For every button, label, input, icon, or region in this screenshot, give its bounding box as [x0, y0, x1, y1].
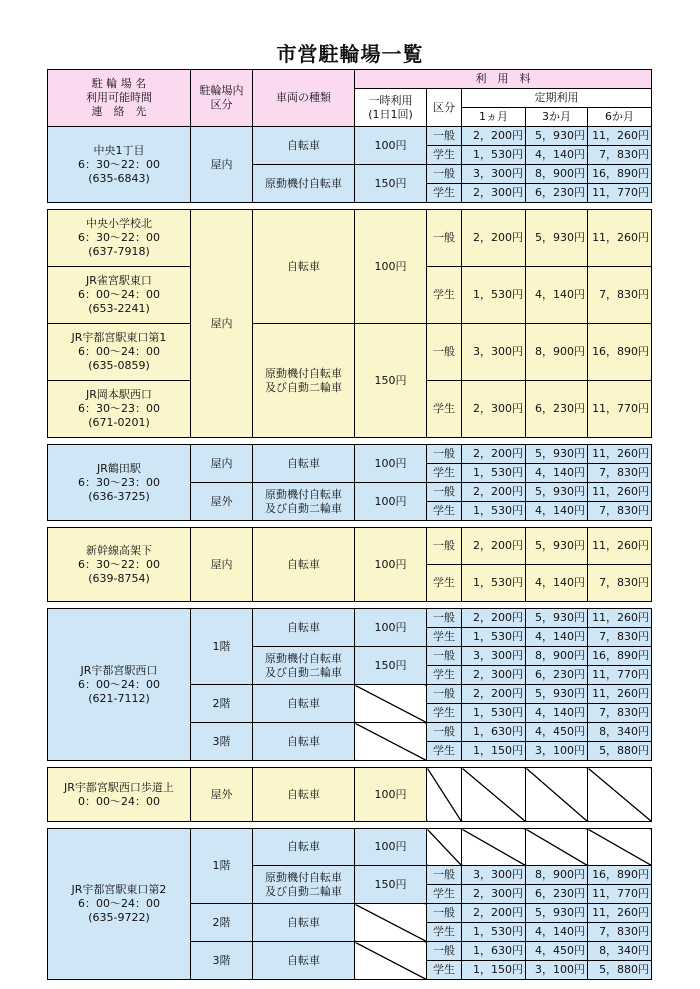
- cell-line: 6：30〜22：00: [78, 231, 160, 244]
- cell-line: 6：30〜23：00: [78, 402, 160, 415]
- category-cell: 学生: [427, 742, 462, 761]
- price-cell: 1，530円: [462, 565, 526, 602]
- page-title: 市営駐輪場一覧: [276, 42, 424, 66]
- category-cell: 学生: [427, 628, 462, 647]
- price-cell: 3，300円: [462, 866, 526, 885]
- cell-line: 中央小学校北: [86, 217, 152, 230]
- price-cell: 11，260円: [588, 528, 652, 565]
- category-cell: 学生: [427, 502, 462, 521]
- price-cell: 2，300円: [462, 381, 526, 438]
- price-cell: 4，140円: [526, 565, 588, 602]
- price-cell: 4，450円: [526, 942, 588, 961]
- price-cell: 4，450円: [526, 723, 588, 742]
- cell-line: (1日1回): [368, 107, 413, 121]
- onetime-cell: 100円: [355, 528, 427, 602]
- facility-cell: [48, 127, 191, 203]
- cell-line: 及び自動二輪車: [265, 884, 342, 898]
- price-cell: 3，100円: [526, 742, 588, 761]
- onetime-cell: 100円: [355, 768, 427, 822]
- category-cell: 一般: [427, 866, 462, 885]
- facility-cell: [48, 528, 191, 602]
- cell-line: 6：30〜23：00: [78, 475, 160, 489]
- type-cell: 屋内: [191, 528, 253, 602]
- cell-line: 原動機付自転車: [265, 487, 342, 501]
- category-cell: 一般: [427, 165, 462, 184]
- parking-table: [47, 69, 652, 980]
- cell-line: 及び自動二輪車: [265, 501, 342, 515]
- category-cell: 学生: [427, 565, 462, 602]
- cell-line: 6：00〜24：00: [78, 288, 160, 301]
- price-cell: 1，530円: [462, 704, 526, 723]
- table-row: [48, 203, 652, 210]
- category-cell: 一般: [427, 942, 462, 961]
- type-cell: 屋内: [191, 445, 253, 483]
- price-cell: 7，830円: [588, 146, 652, 165]
- vehicle-cell: 自転車: [253, 829, 355, 866]
- vehicle-cell: 原動機付自転車: [253, 165, 355, 203]
- floor-cell: 2階: [191, 904, 253, 942]
- price-cell: 3，300円: [462, 647, 526, 666]
- price-cell: 6，230円: [526, 666, 588, 685]
- cell-line: (671-0201): [88, 416, 150, 429]
- facility-cell: [48, 609, 191, 761]
- header-category: 区分: [427, 89, 462, 127]
- price-cell: 2，200円: [462, 685, 526, 704]
- price-cell: 8，900円: [526, 866, 588, 885]
- table-row: [48, 521, 652, 528]
- price-cell: 5，880円: [588, 742, 652, 761]
- header-vehicle: 車両の種類: [253, 70, 355, 127]
- price-cell: 4，140円: [526, 628, 588, 647]
- vehicle-cell: 自転車: [253, 904, 355, 942]
- floor-cell: 3階: [191, 723, 253, 761]
- category-cell: 一般: [427, 127, 462, 146]
- onetime-cell: 150円: [355, 324, 427, 438]
- onetime-cell: 100円: [355, 829, 427, 866]
- vehicle-cell: [253, 483, 355, 521]
- cell-line: 原動機付自転車: [265, 870, 342, 884]
- price-cell: 7，830円: [588, 464, 652, 483]
- onetime-cell: 100円: [355, 609, 427, 647]
- price-cell: 7，830円: [588, 628, 652, 647]
- category-cell: 学生: [427, 885, 462, 904]
- na-cell: [427, 829, 462, 866]
- price-cell: 8，900円: [526, 647, 588, 666]
- cell-line: 原動機付自転車: [265, 651, 342, 665]
- type-cell: 屋外: [191, 483, 253, 521]
- na-cell: [588, 829, 652, 866]
- category-cell: 一般: [427, 723, 462, 742]
- table-row: [48, 445, 652, 464]
- price-cell: 5，880円: [588, 961, 652, 980]
- cell-line: 連 絡 先: [91, 105, 147, 118]
- category-cell: 学生: [427, 923, 462, 942]
- price-cell: 8，340円: [588, 723, 652, 742]
- price-cell: 7，830円: [588, 704, 652, 723]
- category-cell: 学生: [427, 184, 462, 203]
- onetime-na-cell: [355, 904, 427, 942]
- price-cell: 2，300円: [462, 885, 526, 904]
- cell-line: JR宇都宮駅西口: [80, 663, 158, 677]
- price-cell: 1，530円: [462, 464, 526, 483]
- price-cell: 4，140円: [526, 704, 588, 723]
- price-cell: 3，100円: [526, 961, 588, 980]
- price-cell: 1，630円: [462, 723, 526, 742]
- table-row: [48, 324, 652, 381]
- price-cell: 4，140円: [526, 923, 588, 942]
- price-cell: 2，300円: [462, 666, 526, 685]
- header-6month: 6か月: [588, 108, 652, 127]
- category-cell: 一般: [427, 445, 462, 464]
- vehicle-cell: 自転車: [253, 528, 355, 602]
- onetime-cell: 100円: [355, 127, 427, 165]
- category-cell: 学生: [427, 267, 462, 324]
- price-cell: 7，830円: [588, 923, 652, 942]
- cell-line: JR宇都宮駅東口第1: [71, 331, 167, 344]
- price-cell: 5，930円: [526, 528, 588, 565]
- price-cell: 5，930円: [526, 445, 588, 464]
- price-cell: 6，230円: [526, 381, 588, 438]
- price-cell: 5，930円: [526, 609, 588, 628]
- price-cell: 2，200円: [462, 609, 526, 628]
- price-cell: 16，890円: [588, 165, 652, 184]
- category-cell: 一般: [427, 647, 462, 666]
- cell-line: 6：00〜24：00: [78, 345, 160, 358]
- category-cell: 学生: [427, 704, 462, 723]
- cell-line: 中央1丁目: [93, 143, 145, 157]
- facility-cell: [48, 768, 191, 822]
- price-cell: 2，300円: [462, 184, 526, 203]
- category-cell: 学生: [427, 464, 462, 483]
- cell-line: 0：00〜24：00: [78, 794, 160, 808]
- onetime-cell: 100円: [355, 445, 427, 483]
- vehicle-cell: 自転車: [253, 445, 355, 483]
- na-cell: [588, 768, 652, 822]
- price-cell: 2，200円: [462, 483, 526, 502]
- header-onetime: [355, 89, 427, 127]
- price-cell: 8，900円: [526, 324, 588, 381]
- price-cell: 2，200円: [462, 528, 526, 565]
- price-cell: 1，150円: [462, 742, 526, 761]
- table-row: [48, 528, 652, 565]
- price-cell: 1，530円: [462, 628, 526, 647]
- cell-line: JR宇都宮駅西口歩道上: [64, 780, 174, 794]
- table-row: [48, 210, 652, 267]
- header-facility: [48, 70, 191, 127]
- cell-line: JR宇都宮駅東口第2: [71, 883, 167, 896]
- cell-line: 及び自動二輪車: [265, 380, 342, 394]
- header-1month: 1ヵ月: [462, 108, 526, 127]
- cell-line: JR雀宮駅東口: [86, 274, 152, 287]
- vehicle-cell: 自転車: [253, 127, 355, 165]
- category-cell: 学生: [427, 381, 462, 438]
- category-cell: 学生: [427, 146, 462, 165]
- cell-line: (639-8754): [88, 571, 150, 585]
- floor-cell: 2階: [191, 685, 253, 723]
- price-cell: 8，340円: [588, 942, 652, 961]
- price-cell: 5，930円: [526, 685, 588, 704]
- price-cell: 3，300円: [462, 324, 526, 381]
- price-cell: 6，230円: [526, 184, 588, 203]
- price-cell: 5，930円: [526, 210, 588, 267]
- vehicle-cell: 自転車: [253, 210, 355, 324]
- vehicle-cell: [253, 324, 355, 438]
- price-cell: 11，770円: [588, 184, 652, 203]
- price-cell: 11，770円: [588, 381, 652, 438]
- table-row: [48, 602, 652, 609]
- header-type: [191, 70, 253, 127]
- cell-line: 6：00〜24：00: [78, 897, 160, 910]
- facility-cell: [48, 381, 191, 438]
- facility-cell: [48, 324, 191, 381]
- onetime-na-cell: [355, 685, 427, 723]
- price-cell: 1，530円: [462, 146, 526, 165]
- onetime-cell: 100円: [355, 210, 427, 324]
- price-cell: 11，260円: [588, 609, 652, 628]
- price-cell: 16，890円: [588, 324, 652, 381]
- price-cell: 1，530円: [462, 923, 526, 942]
- cell-line: 利用可能時間: [86, 91, 152, 104]
- price-cell: 11，770円: [588, 885, 652, 904]
- category-cell: 一般: [427, 904, 462, 923]
- facility-cell: [48, 210, 191, 267]
- price-cell: 1，530円: [462, 502, 526, 521]
- cell-line: (636-3725): [88, 489, 150, 503]
- price-cell: 1，530円: [462, 267, 526, 324]
- vehicle-cell: 自転車: [253, 768, 355, 822]
- price-cell: 2，200円: [462, 127, 526, 146]
- price-cell: 4，140円: [526, 267, 588, 324]
- cell-line: 一時利用: [368, 93, 413, 107]
- price-cell: 16，890円: [588, 866, 652, 885]
- price-cell: 8，900円: [526, 165, 588, 184]
- price-cell: 5，930円: [526, 127, 588, 146]
- cell-line: (637-7918): [88, 245, 150, 258]
- category-cell: 一般: [427, 324, 462, 381]
- category-cell: 一般: [427, 210, 462, 267]
- category-cell: 一般: [427, 609, 462, 628]
- na-cell: [427, 768, 462, 822]
- header-3month: 3か月: [526, 108, 588, 127]
- cell-line: 6：00〜24：00: [78, 677, 160, 691]
- price-cell: 1，630円: [462, 942, 526, 961]
- vehicle-cell: 自転車: [253, 723, 355, 761]
- price-cell: 11，260円: [588, 445, 652, 464]
- cell-line: 6：30〜22：00: [78, 557, 160, 571]
- price-cell: 11，260円: [588, 483, 652, 502]
- type-cell: 屋内: [191, 210, 253, 438]
- na-cell: [526, 829, 588, 866]
- header-season: 定期利用: [462, 89, 652, 108]
- facility-cell: [48, 445, 191, 521]
- floor-cell: 3階: [191, 942, 253, 980]
- cell-line: 区分: [210, 98, 233, 111]
- onetime-cell: 150円: [355, 165, 427, 203]
- price-cell: 5，930円: [526, 904, 588, 923]
- table-row: [48, 829, 652, 866]
- category-cell: 一般: [427, 528, 462, 565]
- price-cell: 11，260円: [588, 685, 652, 704]
- type-cell: 屋内: [191, 127, 253, 203]
- cell-line: (635-9722): [88, 911, 150, 924]
- vehicle-cell: [253, 647, 355, 685]
- floor-cell: 1階: [191, 829, 253, 904]
- price-cell: 2，200円: [462, 445, 526, 464]
- table-row: [48, 438, 652, 445]
- floor-cell: 1階: [191, 609, 253, 685]
- category-cell: 一般: [427, 685, 462, 704]
- cell-line: (621-7112): [88, 691, 150, 705]
- table-row: [48, 761, 652, 768]
- facility-cell: [48, 267, 191, 324]
- cell-line: 駐 輪 場 名: [91, 77, 147, 90]
- cell-line: 6：30〜22：00: [78, 157, 160, 171]
- onetime-cell: 150円: [355, 647, 427, 685]
- price-cell: 3，300円: [462, 165, 526, 184]
- cell-line: (635-6843): [88, 171, 150, 185]
- cell-line: 駐輪場内: [199, 84, 244, 97]
- price-cell: 5，930円: [526, 483, 588, 502]
- price-cell: 4，140円: [526, 464, 588, 483]
- table-row: [48, 127, 652, 146]
- price-cell: 4，140円: [526, 502, 588, 521]
- price-cell: 11，770円: [588, 666, 652, 685]
- type-cell: 屋外: [191, 768, 253, 822]
- onetime-cell: 150円: [355, 866, 427, 904]
- cell-line: 及び自動二輪車: [265, 665, 342, 679]
- na-cell: [462, 768, 526, 822]
- onetime-cell: 100円: [355, 483, 427, 521]
- price-cell: 16，890円: [588, 647, 652, 666]
- cell-line: JR岡本駅西口: [86, 388, 152, 401]
- table-row: [48, 822, 652, 829]
- category-cell: 一般: [427, 483, 462, 502]
- vehicle-cell: [253, 866, 355, 904]
- na-cell: [462, 829, 526, 866]
- cell-line: 新幹線高架下: [86, 543, 152, 557]
- facility-cell: [48, 829, 191, 980]
- table-row: [48, 609, 652, 628]
- category-cell: 学生: [427, 961, 462, 980]
- table-row: [48, 768, 652, 822]
- cell-line: (635-0859): [88, 359, 150, 372]
- price-cell: 7，830円: [588, 267, 652, 324]
- table-row: [48, 70, 652, 89]
- price-cell: 2，200円: [462, 904, 526, 923]
- vehicle-cell: 自転車: [253, 942, 355, 980]
- cell-line: JR鶴田駅: [97, 461, 141, 475]
- onetime-na-cell: [355, 942, 427, 980]
- header-fee: 利 用 料: [355, 70, 652, 89]
- price-cell: 2，200円: [462, 210, 526, 267]
- vehicle-cell: 自転車: [253, 685, 355, 723]
- price-cell: 7，830円: [588, 502, 652, 521]
- price-cell: 7，830円: [588, 565, 652, 602]
- cell-line: (653-2241): [88, 302, 150, 315]
- category-cell: 学生: [427, 666, 462, 685]
- price-cell: 6，230円: [526, 885, 588, 904]
- price-cell: 1，150円: [462, 961, 526, 980]
- price-cell: 4，140円: [526, 146, 588, 165]
- vehicle-cell: 自転車: [253, 609, 355, 647]
- price-cell: 11，260円: [588, 210, 652, 267]
- onetime-na-cell: [355, 723, 427, 761]
- na-cell: [526, 768, 588, 822]
- cell-line: 原動機付自転車: [265, 366, 342, 380]
- price-cell: 11，260円: [588, 127, 652, 146]
- price-cell: 11，260円: [588, 904, 652, 923]
